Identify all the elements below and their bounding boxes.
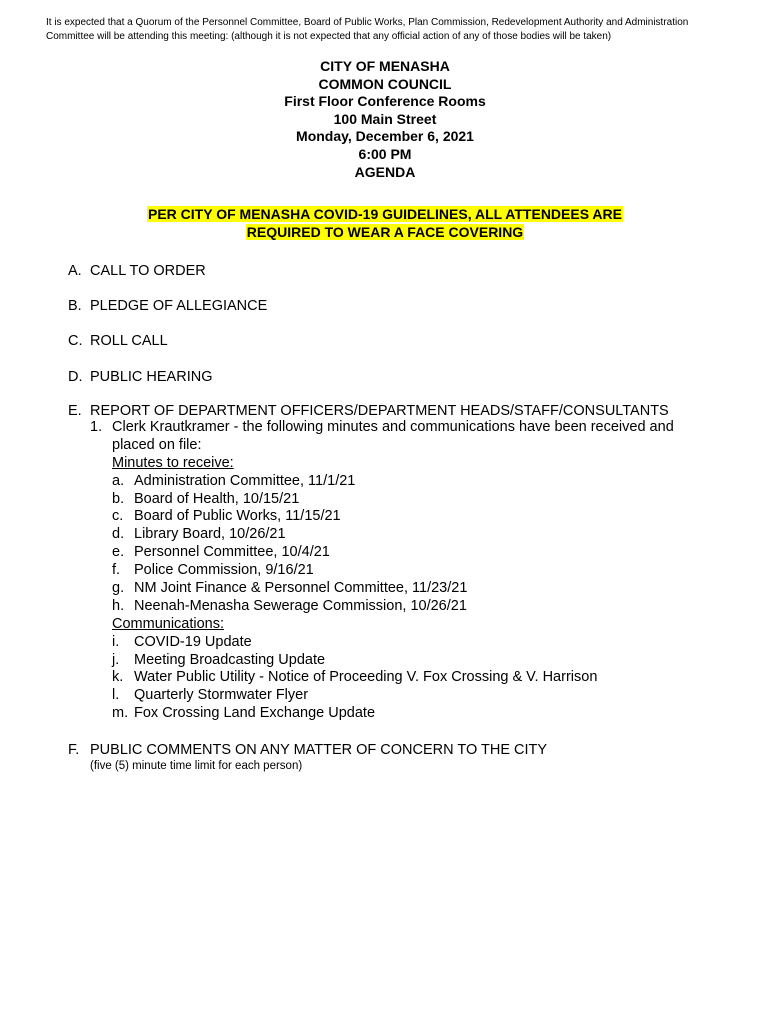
section-title: ROLL CALL	[90, 333, 168, 349]
public-comments-time-limit-note: (five (5) minute time limit for each person)	[90, 760, 303, 772]
list-text: Water Public Utility - Notice of Proceeding V. Fox Crossing & V. Harrison	[134, 669, 598, 686]
list-item	[90, 491, 674, 509]
list-marker: l.	[112, 687, 120, 704]
section-letter: B.	[68, 298, 82, 314]
covid-notice-line-2: REQUIRED TO WEAR A FACE COVERING	[246, 223, 524, 240]
section-title: PUBLIC COMMENTS ON ANY MATTER OF CONCERN TO THE CITY	[90, 742, 548, 758]
section-public-comments	[68, 741, 547, 759]
header-body: COMMON COUNCIL	[318, 75, 452, 92]
section-title: CALL TO ORDER	[90, 263, 206, 279]
list-marker: b.	[112, 490, 125, 507]
covid-notice	[0, 206, 770, 241]
list-marker: j.	[112, 651, 120, 668]
list-marker: h.	[112, 597, 125, 614]
list-marker: a.	[112, 472, 125, 489]
quorum-notice	[46, 16, 746, 44]
list-marker: f.	[112, 562, 121, 579]
section-title: PLEDGE OF ALLEGIANCE	[90, 298, 268, 314]
list-text: Board of Health, 10/15/21	[134, 490, 300, 507]
covid-notice-line-1: PER CITY OF MENASHA COVID-19 GUIDELINES, ALL ATTENDEES ARE	[148, 206, 622, 222]
list-text: Administration Committee, 11/1/21	[134, 472, 356, 489]
header-time: 6:00 PM	[358, 145, 412, 162]
list-text: NM Joint Finance & Personnel Committee, 11/23/21	[134, 580, 468, 597]
list-item	[90, 652, 674, 670]
header-address: 100 Main Street	[333, 110, 437, 127]
header-title: AGENDA	[354, 163, 416, 180]
header-location: First Floor Conference Rooms	[284, 93, 486, 110]
section-public-hearing	[68, 368, 212, 386]
list-marker: m.	[112, 705, 129, 722]
list-marker: d.	[112, 526, 125, 543]
list-item	[90, 580, 674, 598]
list-text: Police Commission, 9/16/21	[134, 562, 314, 579]
item-e1-clerk	[90, 419, 674, 723]
quorum-notice-line-1: It is expected that a Quorum of the Personnel Committee, Board of Public Works, Plan Commission, Redevelopment Authority and Administration	[46, 17, 689, 28]
quorum-notice-line-2: Committee will be attending this meeting: (although it is not expected that any official action of any of those bodies will be taken)	[46, 31, 612, 42]
section-letter: D.	[68, 369, 83, 385]
list-text: Board of Public Works, 11/15/21	[134, 508, 341, 525]
list-item	[90, 669, 674, 687]
list-item	[90, 544, 674, 562]
header-city: CITY OF MENASHA	[320, 58, 450, 74]
list-marker: g.	[112, 580, 125, 597]
section-letter: C.	[68, 333, 83, 349]
list-item	[90, 634, 674, 652]
item-e1-line-2: placed on file:	[112, 436, 202, 453]
list-marker: c.	[112, 508, 124, 525]
item-e1-line-1: Clerk Krautkramer - the following minutes and communications have been received and	[112, 419, 674, 435]
list-text: Neenah-Menasha Sewerage Commission, 10/26/21	[134, 597, 467, 614]
section-title: PUBLIC HEARING	[90, 369, 213, 385]
list-text: Fox Crossing Land Exchange Update	[134, 705, 376, 722]
list-item	[90, 526, 674, 544]
list-text: Library Board, 10/26/21	[134, 526, 286, 543]
agenda-header	[0, 58, 770, 181]
section-call-to-order	[68, 262, 206, 280]
section-department-reports	[68, 402, 669, 420]
section-letter: E.	[68, 403, 82, 419]
communications-heading: Communications:	[112, 615, 225, 632]
section-letter: A.	[68, 263, 82, 279]
list-marker: i.	[112, 633, 120, 650]
list-item	[90, 687, 674, 705]
section-letter: F.	[68, 742, 80, 758]
item-number: 1.	[90, 419, 103, 435]
section-roll-call	[68, 332, 168, 350]
list-text: COVID-19 Update	[134, 633, 252, 650]
list-text: Quarterly Stormwater Flyer	[134, 687, 309, 704]
header-date: Monday, December 6, 2021	[296, 128, 474, 145]
list-item	[90, 705, 674, 723]
list-marker: k.	[112, 669, 124, 686]
list-marker: e.	[112, 544, 125, 561]
section-pledge	[68, 297, 267, 315]
section-title: REPORT OF DEPARTMENT OFFICERS/DEPARTMENT HEADS/STAFF/CONSULTANTS	[90, 403, 669, 419]
list-text: Meeting Broadcasting Update	[134, 651, 326, 668]
list-item	[90, 508, 674, 526]
list-item	[90, 562, 674, 580]
minutes-heading: Minutes to receive:	[112, 454, 234, 471]
list-item	[90, 473, 674, 491]
list-item	[90, 598, 674, 616]
list-text: Personnel Committee, 10/4/21	[134, 544, 330, 561]
